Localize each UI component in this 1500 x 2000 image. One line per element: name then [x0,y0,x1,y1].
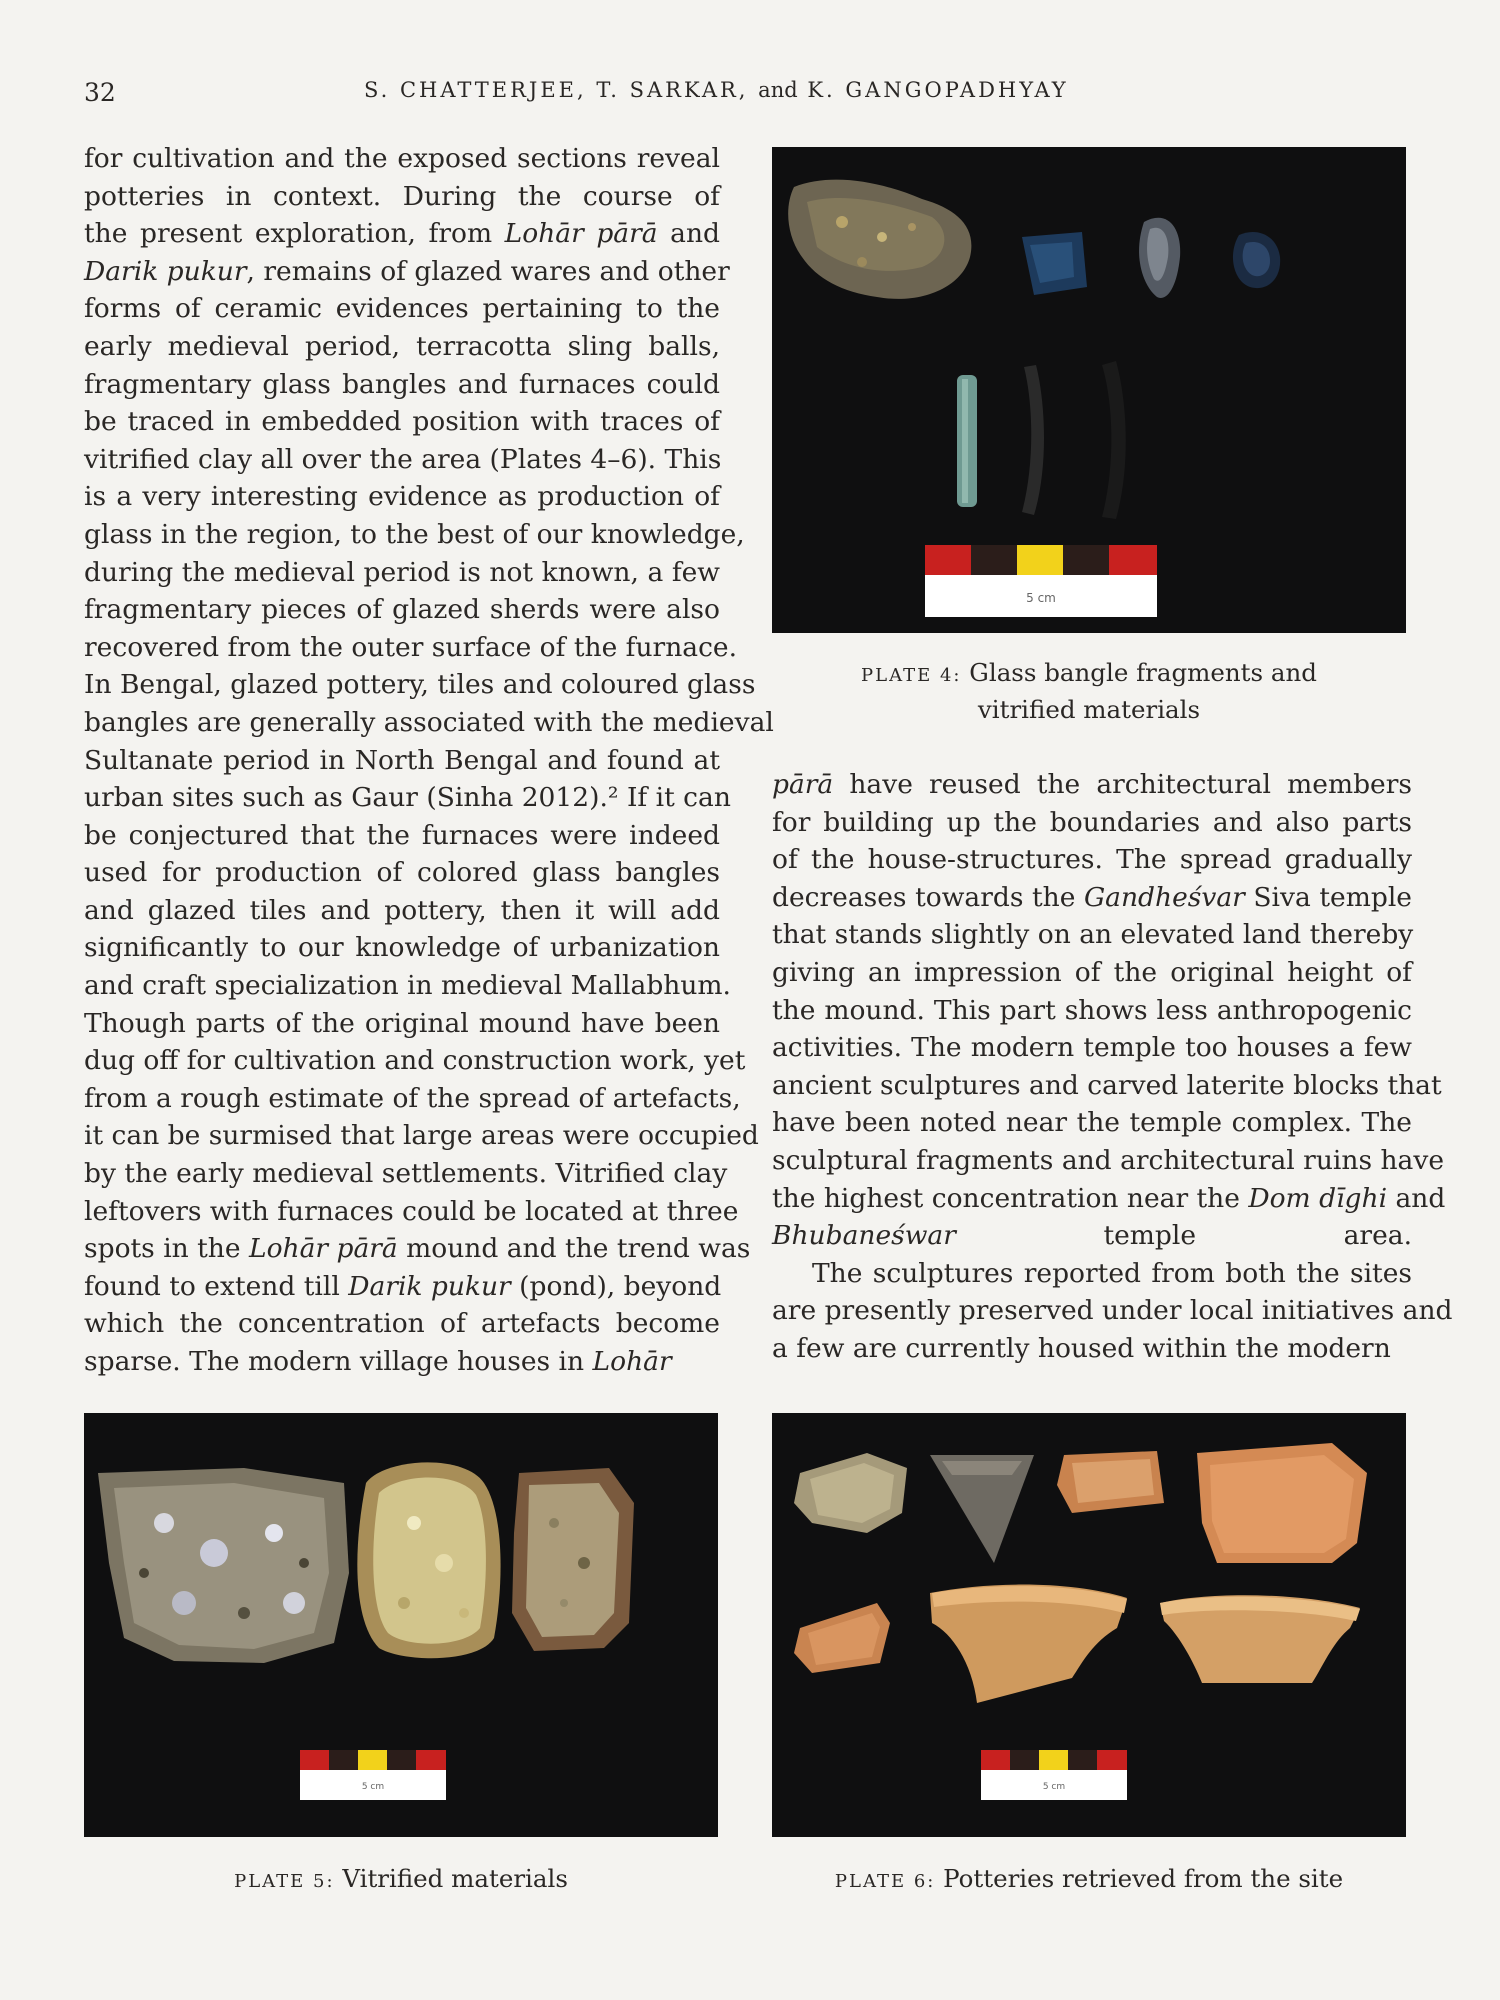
text-line: Though parts of the original mound have been [84,1007,720,1039]
plate-5-label: PLATE 5: [234,1871,335,1892]
text-fragment: , remains of glazed wares and other [246,255,730,287]
text-line: glass in the region, to the best of our knowledge, [84,518,745,550]
text-line: bangles are generally associated with the medieval [84,706,774,738]
text-fragment: sparse. The modern village houses in [84,1346,593,1377]
text-line: activities. The modern temple too houses a few [772,1032,1412,1064]
text-line: early medieval period, terracotta sling balls, [84,330,720,362]
text-line: that stands slightly on an elevated land thereby [772,919,1414,951]
text-line [84,253,730,291]
plate-4-caption-line1: Glass bangle fragments and [969,658,1317,687]
left-text-column [84,140,774,1381]
text-line: is a very interesting evidence as production of [84,481,720,513]
text-line: forms of ceramic evidences pertaining to the [84,293,720,325]
running-head [84,78,1414,114]
italic-term: Bhubaneśwar [772,1220,956,1252]
text-line: recovered from the outer surface of the furnace. [84,631,738,663]
text-line [84,1230,751,1268]
text-line [84,1343,720,1381]
text-line: a few are currently housed within the modern [772,1332,1391,1364]
text-line: Sultanate period in North Bengal and found at [84,744,720,776]
text-fragment: mound and the trend was [397,1233,751,1265]
text-line: which the concentration of artefacts become [84,1308,720,1340]
italic-term: Dom dīghi [1248,1182,1388,1214]
plate-4-scale-bar [925,545,1157,617]
plate-6-caption [772,1862,1406,1899]
text-line: The sculptures reported from both the sites [812,1257,1412,1289]
text-fragment: temple area. [955,1220,1412,1252]
text-line: from a rough estimate of the spread of artefacts, [84,1082,741,1114]
text-line: fragmentary pieces of glazed sherds were also [84,594,720,626]
plate-5-scale-label: 5 cm [361,1782,385,1792]
text-line: of the house-structures. The spread gradually [772,844,1412,876]
plate-6-illustration [772,1413,1406,1837]
text-line: and glazed tiles and pottery, then it will add [84,894,720,926]
authors-part2: K. GANGOPADHYAY [807,78,1069,102]
plate-4-caption-line2: vitrified materials [977,695,1201,724]
text-fragment: and [657,218,720,250]
text-fragment: (pond), beyond [510,1270,722,1302]
text-fragment: the present exploration, from [84,218,505,250]
text-fragment: decreases towards the [772,881,1085,913]
text-line: significantly to our knowledge of urbanization [84,932,720,964]
italic-term: Lohār [592,1346,672,1377]
author-line [364,78,1069,102]
italic-term: Lohār pārā [504,218,658,250]
text-fragment: Siva temple [1244,881,1412,913]
text-fragment: spots in the [84,1233,249,1265]
text-fragment: and [1387,1182,1446,1214]
text-line: be conjectured that the furnaces were indeed [84,819,720,851]
italic-term: Darik pukur [348,1270,511,1302]
page-number: 32 [84,78,116,107]
black-bangle-fragment-2 [1102,361,1126,519]
text-line: giving an impression of the original height of [772,956,1412,988]
plate-4-label: PLATE 4: [861,665,962,686]
text-line [84,1268,720,1306]
plate-5-caption-text: Vitrified materials [342,1864,568,1893]
plate-6-label: PLATE 6: [834,1871,936,1892]
plate-6-scale-bar [981,1750,1127,1800]
text-line [772,766,1412,804]
text-line: potteries in context. During the course of [84,180,720,212]
text-line [84,215,720,253]
plate-4-photo [772,147,1406,633]
text-line: ancient sculptures and carved laterite blocks that [772,1069,1442,1101]
text-line: vitrified clay all over the area (Plates 4–6). This [84,443,722,475]
text-line [772,1217,1412,1255]
text-fragment: found to extend till [84,1270,349,1302]
text-line: In Bengal, glazed pottery, tiles and coloured glass [84,669,756,701]
plate-5-illustration [84,1413,718,1837]
plate-5-scale-bar [300,1750,446,1800]
plate-5-photo [84,1413,718,1837]
plate-6-photo [772,1413,1406,1837]
right-text-column [772,766,1453,1368]
text-fragment: the highest concentration near the [772,1182,1249,1214]
text-line: it can be surmised that large areas were occupied [84,1120,759,1152]
text-line: leftovers with furnaces could be located at three [84,1195,739,1227]
text-line: for building up the boundaries and also parts [772,806,1412,838]
text-line: during the medieval period is not known, a few [84,556,720,588]
authors-and: and [758,78,798,102]
text-line: and craft specialization in medieval Mallabhum. [84,970,731,1002]
italic-term: Gandheśvar [1084,881,1245,913]
plate-4-caption [772,656,1406,727]
text-fragment: have reused the architectural members [833,769,1412,800]
text-line: urban sites such as Gaur (Sinha 2012).² If it can [84,782,731,814]
plate-4-illustration [772,147,1406,633]
plate-5-caption [84,1862,718,1899]
text-line: fragmentary glass bangles and furnaces could [84,368,720,400]
italic-term: Lohār pārā [248,1233,398,1265]
text-line [772,1180,1446,1218]
text-line: are presently preserved under local initiatives and [772,1295,1453,1327]
text-line: the mound. This part shows less anthropogenic [772,994,1412,1026]
text-line: by the early medieval settlements. Vitrified clay [84,1158,728,1190]
text-line [772,879,1412,917]
text-line: sculptural fragments and architectural ruins have [772,1144,1444,1176]
text-line: dug off for cultivation and construction work, yet [84,1045,746,1077]
plate-6-caption-text: Potteries retrieved from the site [943,1864,1344,1893]
text-line: for cultivation and the exposed sections reveal [84,143,720,174]
text-line: used for production of colored glass bangles [84,857,720,889]
italic-term: Darik pukur [84,255,247,287]
black-bangle-fragment-1 [1022,365,1044,515]
plate-4-scale-label: 5 cm [1026,591,1056,605]
italic-term: pārā [772,769,834,800]
text-line: have been noted near the temple complex. The [772,1107,1412,1139]
text-line: be traced in embedded position with traces of [84,406,720,438]
authors-part1: S. CHATTERJEE, T. SARKAR, [364,78,749,102]
plate-6-scale-label: 5 cm [1042,1782,1066,1792]
